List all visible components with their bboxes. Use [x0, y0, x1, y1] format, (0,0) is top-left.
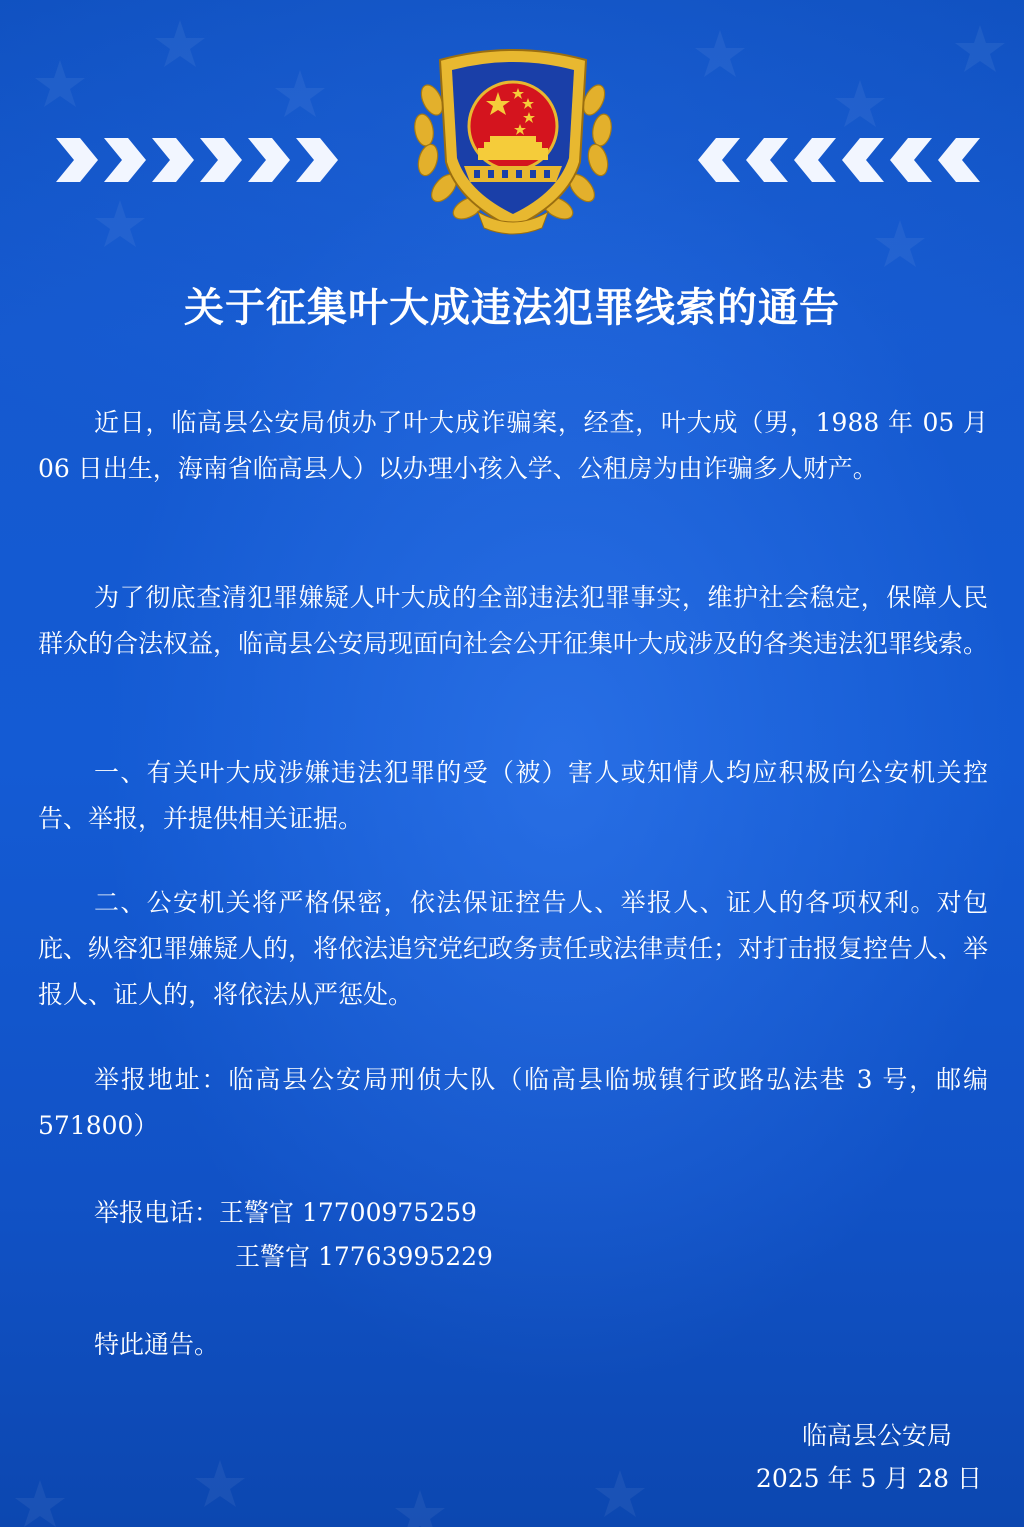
closing-remark: 特此通告。 [94, 1330, 220, 1359]
paragraph-purpose: 为了彻底查清犯罪嫌疑人叶大成的全部违法犯罪事实，维护社会稳定，保障人民群众的合法权益，临高县公安局现面向社会公开征集叶大成涉及的各类违法犯罪线索。 [38, 583, 989, 658]
notice-title: 关于征集叶大成违法犯罪线索的通告 [184, 285, 840, 331]
paragraph-case-summary: 近日，临高县公安局侦办了叶大成诈骗案，经查，叶大成（男，1988 年 05 月 06 日出生，海南省临高县人）以办理小孩入学、公租房为由诈骗多人财产。 [38, 408, 988, 483]
chevrons-right-icon [50, 132, 350, 188]
paragraph-report-address: 举报地址：临高县公安局刑侦大队（临高县临城镇行政路弘法巷 3 号，邮编 571800） [38, 1065, 988, 1140]
police-emblem-icon [408, 42, 618, 238]
paragraph-item-two: 二、公安机关将严格保密，依法保证控告人、举报人、证人的各项权利。对包庇、纵容犯罪嫌疑人的，将依法追究党纪政务责任或法律责任；对打击报复控告人、举报人、证人的，将依法从严惩处。 [38, 888, 989, 1009]
signature-date: 2025 年 5 月 28 日 [755, 1464, 982, 1493]
report-phone-line-2: 王警官 17763995229 [235, 1242, 493, 1271]
paragraph-item-one: 一、有关叶大成涉嫌违法犯罪的受（被）害人或知情人均应积极向公安机关控告、举报，并提供相关证据。 [38, 758, 988, 833]
chevrons-left-icon [686, 132, 986, 188]
signature-organization: 临高县公安局 [801, 1421, 952, 1450]
report-phone-line-1: 举报电话：王警官 17700975259 [94, 1198, 477, 1227]
